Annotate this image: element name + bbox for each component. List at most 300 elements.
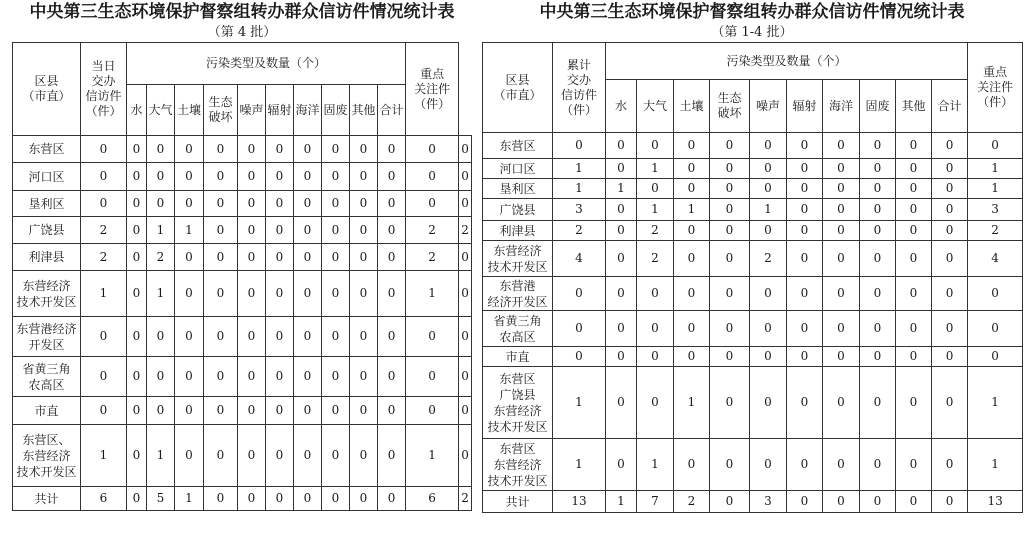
cell-value: 0 [294,425,322,487]
cell-value: 0 [932,439,968,491]
cell-value: 0 [322,317,350,357]
district-name: 东营港经济 开发区 [13,317,81,357]
cell-value: 1 [968,439,1023,491]
pollution-type-label: 噪声 [238,85,266,136]
cell-value: 0 [175,425,204,487]
cell-value: 0 [127,217,147,244]
cell-value: 0 [823,367,860,439]
cell-value: 0 [968,133,1023,159]
cell-value: 3 [968,199,1023,221]
cell-value: 4 [553,241,606,277]
cell-value: 0 [823,159,860,179]
cell-value: 0 [459,244,472,271]
district-name: 东营经济 技术开发区 [13,271,81,317]
total-row [13,487,472,511]
cell-value: 0 [710,491,750,513]
district-name: 市直 [13,397,81,425]
cell-value: 2 [81,244,127,271]
district-name: 广饶县 [483,199,553,221]
cell-value: 1 [606,491,637,513]
cell-value: 0 [127,163,147,191]
cell-value: 0 [322,425,350,487]
cell-value: 0 [406,397,459,425]
district-name: 东营区 [13,136,81,163]
cell-value: 0 [147,191,175,217]
cell-value: 0 [787,221,823,241]
cell-value: 0 [378,357,406,397]
cell-value: 0 [459,136,472,163]
cell-value: 0 [823,199,860,221]
cell-value: 0 [238,163,266,191]
cell-value: 0 [710,133,750,159]
cell-value: 0 [378,191,406,217]
pollution-type-label: 辐射 [266,85,294,136]
cell-value: 0 [606,277,637,311]
header-row [13,43,472,85]
cell-value: 0 [322,487,350,511]
cell-value: 0 [127,397,147,425]
pollution-type-header: 污染类型及数量（个） [606,43,968,80]
cell-value: 1 [674,367,710,439]
cell-value: 0 [710,199,750,221]
cell-value: 0 [175,136,204,163]
cell-value: 0 [238,271,266,317]
cell-value: 0 [896,347,932,367]
cell-value: 0 [674,241,710,277]
cell-value: 0 [896,367,932,439]
table-row [483,241,1023,277]
pollution-type-label: 海洋 [823,80,860,133]
district-name: 东营港 经济开发区 [483,277,553,311]
pollution-type-label: 水 [606,80,637,133]
cell-value: 1 [637,199,674,221]
cell-value: 3 [750,491,787,513]
cell-value: 0 [553,311,606,347]
cell-value: 0 [787,179,823,199]
cell-value: 0 [459,317,472,357]
cell-value: 0 [204,244,238,271]
cell-value: 0 [406,357,459,397]
cell-value: 1 [406,425,459,487]
cell-value: 0 [204,191,238,217]
cell-value: 0 [674,179,710,199]
cell-value: 0 [350,357,378,397]
cell-value: 0 [406,163,459,191]
cell-value: 0 [322,271,350,317]
cell-value: 0 [637,311,674,347]
cell-value: 0 [896,159,932,179]
cell-value: 0 [350,487,378,511]
cell-value: 0 [204,163,238,191]
district-name: 东营区 [483,133,553,159]
pollution-type-label: 固废 [860,80,896,133]
district-name: 省黄三角 农高区 [13,357,81,397]
cell-value: 0 [750,133,787,159]
cell-value: 0 [378,163,406,191]
cell-value: 0 [266,317,294,357]
cell-value: 0 [459,191,472,217]
cell-value: 0 [204,217,238,244]
cell-value: 0 [459,357,472,397]
cell-value: 0 [932,159,968,179]
cell-value: 0 [406,317,459,357]
cell-value: 1 [553,439,606,491]
cell-value: 0 [204,425,238,487]
cell-value: 13 [968,491,1023,513]
cell-value: 0 [459,425,472,487]
cell-value: 0 [787,367,823,439]
district-name: 利津县 [483,221,553,241]
table-row [13,317,472,357]
cell-value: 0 [81,191,127,217]
table-row [13,425,472,487]
cell-value: 0 [860,159,896,179]
cell-value: 1 [637,159,674,179]
cell-value: 2 [553,221,606,241]
cell-value: 2 [406,217,459,244]
cell-value: 0 [378,425,406,487]
cell-value: 0 [378,487,406,511]
cell-value: 0 [127,487,147,511]
cell-value: 0 [127,244,147,271]
cell-value: 1 [553,367,606,439]
district-header: 区县 （市直） [483,43,553,133]
cell-value: 0 [266,271,294,317]
cell-value: 0 [350,136,378,163]
cell-value: 0 [294,244,322,271]
cell-value: 0 [932,199,968,221]
cell-value: 0 [266,244,294,271]
cell-value: 0 [750,277,787,311]
cell-value: 0 [294,136,322,163]
cell-value: 2 [459,487,472,511]
cell-value: 0 [606,199,637,221]
table-row [13,357,472,397]
cell-value: 0 [787,439,823,491]
cell-value: 0 [238,136,266,163]
table-row [483,311,1023,347]
cell-value: 0 [932,179,968,199]
cell-value: 0 [266,357,294,397]
pollution-type-label: 大气 [147,85,175,136]
cell-value: 0 [294,357,322,397]
right-table-title: 中央第三生态环境保护督察组转办群众信访件情况统计表 [539,2,965,22]
cell-value: 0 [175,397,204,425]
cell-value: 1 [674,199,710,221]
cell-value: 0 [932,347,968,367]
cell-value: 0 [175,163,204,191]
cell-value: 0 [823,277,860,311]
cell-value: 0 [606,159,637,179]
cell-value: 0 [175,244,204,271]
header-row [483,43,1023,80]
cell-value: 0 [860,241,896,277]
cell-value: 0 [459,163,472,191]
district-name: 省黄三角 农高区 [483,311,553,347]
cell-value: 0 [322,217,350,244]
cell-value: 0 [175,271,204,317]
cell-value: 0 [81,317,127,357]
cell-value: 0 [750,179,787,199]
cell-value: 0 [968,347,1023,367]
cell-value: 0 [238,191,266,217]
cell-value: 0 [350,271,378,317]
cell-value: 13 [553,491,606,513]
cell-value: 0 [204,397,238,425]
cell-value: 0 [459,271,472,317]
cell-value: 0 [606,241,637,277]
cell-value: 0 [322,191,350,217]
cell-value: 0 [674,311,710,347]
cell-value: 0 [606,221,637,241]
cell-value: 0 [127,425,147,487]
cell-value: 0 [238,217,266,244]
cell-value: 0 [968,277,1023,311]
cell-value: 0 [787,311,823,347]
cell-value: 6 [406,487,459,511]
cell-value: 0 [860,221,896,241]
district-name: 河口区 [483,159,553,179]
cell-value: 0 [378,317,406,357]
key-attention-header: 重点 关注件 （件） [406,43,459,136]
cell-value: 0 [750,221,787,241]
table-row [483,221,1023,241]
cell-value: 0 [127,317,147,357]
cell-value: 0 [674,439,710,491]
cell-value: 0 [932,277,968,311]
cell-value: 2 [637,221,674,241]
pollution-type-label: 合计 [932,80,968,133]
cell-value: 2 [406,244,459,271]
pollution-type-label: 其他 [350,85,378,136]
cell-value: 0 [932,491,968,513]
total-row [483,491,1023,513]
table-row [483,179,1023,199]
cell-value: 7 [637,491,674,513]
count-header: 累计 交办 信访件 （件） [553,43,606,133]
right-table-subtitle: （第 1-4 批） [711,25,793,40]
cell-value: 0 [378,397,406,425]
cell-value: 0 [266,487,294,511]
cell-value: 0 [674,347,710,367]
cell-value: 1 [147,217,175,244]
cell-value: 1 [750,199,787,221]
cell-value: 0 [406,136,459,163]
cell-value: 0 [896,439,932,491]
cell-value: 0 [606,311,637,347]
cell-value: 0 [81,163,127,191]
cell-value: 0 [238,397,266,425]
pollution-type-header: 污染类型及数量（个） [127,43,406,85]
cell-value: 2 [637,241,674,277]
cell-value: 0 [606,347,637,367]
cell-value: 0 [147,317,175,357]
cell-value: 0 [750,311,787,347]
pollution-type-label: 土壤 [175,85,204,136]
cell-value: 0 [860,491,896,513]
cell-value: 0 [406,191,459,217]
table-row [13,244,472,271]
pollution-type-label: 生态 破坏 [204,85,238,136]
cell-value: 0 [350,397,378,425]
district-name: 东营区、 东营经济 技术开发区 [13,425,81,487]
cell-value: 0 [204,487,238,511]
cell-value: 0 [896,221,932,241]
cell-value: 1 [968,179,1023,199]
district-header: 区县 （市直） [13,43,81,136]
cell-value: 0 [823,491,860,513]
cell-value: 1 [175,487,204,511]
cell-value: 2 [147,244,175,271]
cell-value: 0 [204,357,238,397]
cell-value: 0 [147,357,175,397]
table-row [483,159,1023,179]
cell-value: 0 [896,133,932,159]
cell-value: 0 [637,347,674,367]
pollution-type-label: 辐射 [787,80,823,133]
table-row [483,439,1023,491]
pollution-type-label: 合计 [378,85,406,136]
cell-value: 0 [238,425,266,487]
cell-value: 0 [175,317,204,357]
pollution-type-label: 水 [127,85,147,136]
cell-value: 0 [637,367,674,439]
table-row [483,199,1023,221]
cell-value: 0 [896,199,932,221]
cell-value: 0 [322,244,350,271]
cell-value: 0 [294,191,322,217]
cell-value: 0 [787,159,823,179]
cell-value: 0 [823,133,860,159]
table-row [13,217,472,244]
cell-value: 0 [896,277,932,311]
cell-value: 2 [750,241,787,277]
cell-value: 0 [787,347,823,367]
cell-value: 0 [294,271,322,317]
cell-value: 0 [606,439,637,491]
district-name: 共计 [483,491,553,513]
key-attention-header: 重点 关注件 （件） [968,43,1023,133]
table-row [13,271,472,317]
district-name: 河口区 [13,163,81,191]
cell-value: 0 [294,317,322,357]
cell-value: 1 [553,159,606,179]
left-table-subtitle: （第 4 批） [207,25,277,40]
table-row [13,191,472,217]
table-row [483,277,1023,311]
cell-value: 0 [860,347,896,367]
table-row [13,163,472,191]
cell-value: 0 [204,136,238,163]
cell-value: 0 [322,397,350,425]
cell-value: 0 [294,163,322,191]
cell-value: 0 [637,277,674,311]
cell-value: 0 [932,311,968,347]
district-name: 市直 [483,347,553,367]
cell-value: 1 [553,179,606,199]
cell-value: 0 [238,357,266,397]
cell-value: 0 [266,397,294,425]
cell-value: 0 [823,311,860,347]
cell-value: 0 [823,439,860,491]
cell-value: 0 [266,425,294,487]
cell-value: 0 [750,439,787,491]
count-header: 当日 交办 信访件 （件） [81,43,127,136]
cell-value: 0 [147,163,175,191]
pollution-type-label: 生态 破坏 [710,80,750,133]
cell-value: 0 [860,199,896,221]
left-table-title: 中央第三生态环境保护督察组转办群众信访件情况统计表 [29,2,455,22]
cell-value: 0 [674,221,710,241]
cell-value: 2 [674,491,710,513]
cell-value: 0 [127,136,147,163]
cell-value: 0 [637,133,674,159]
cell-value: 0 [378,136,406,163]
cell-value: 0 [860,277,896,311]
pollution-type-label: 噪声 [750,80,787,133]
cell-value: 0 [350,217,378,244]
cell-value: 0 [175,357,204,397]
cell-value: 3 [553,199,606,221]
district-name: 垦利区 [483,179,553,199]
cell-value: 0 [350,317,378,357]
pollution-type-label: 大气 [637,80,674,133]
cell-value: 6 [81,487,127,511]
district-name: 利津县 [13,244,81,271]
cell-value: 0 [823,179,860,199]
district-name: 东营区 广饶县 东营经济 技术开发区 [483,367,553,439]
cell-value: 0 [710,311,750,347]
cell-value: 0 [350,191,378,217]
cell-value: 0 [147,136,175,163]
cell-value: 1 [81,271,127,317]
cell-value: 0 [459,397,472,425]
cell-value: 0 [860,367,896,439]
cell-value: 0 [238,487,266,511]
cell-value: 0 [750,367,787,439]
district-name: 东营区 东营经济 技术开发区 [483,439,553,491]
cell-value: 0 [294,397,322,425]
cell-value: 1 [637,439,674,491]
cell-value: 0 [896,179,932,199]
cell-value: 0 [787,277,823,311]
left-table-panel [12,0,472,511]
table-row [483,367,1023,439]
cell-value: 0 [204,271,238,317]
cell-value: 0 [266,217,294,244]
cell-value: 0 [81,397,127,425]
cell-value: 0 [553,277,606,311]
cell-value: 0 [147,397,175,425]
cell-value: 0 [350,425,378,487]
table-row [13,397,472,425]
cell-value: 0 [860,311,896,347]
cell-value: 0 [787,241,823,277]
cell-value: 0 [127,271,147,317]
cell-value: 0 [294,217,322,244]
cell-value: 0 [932,221,968,241]
cell-value: 0 [606,367,637,439]
cell-value: 1 [81,425,127,487]
cell-value: 0 [674,159,710,179]
cell-value: 0 [896,311,932,347]
cell-value: 0 [350,163,378,191]
cell-value: 0 [750,347,787,367]
cell-value: 0 [710,179,750,199]
cell-value: 0 [81,136,127,163]
left-statistics-table [12,42,472,511]
cell-value: 0 [710,439,750,491]
